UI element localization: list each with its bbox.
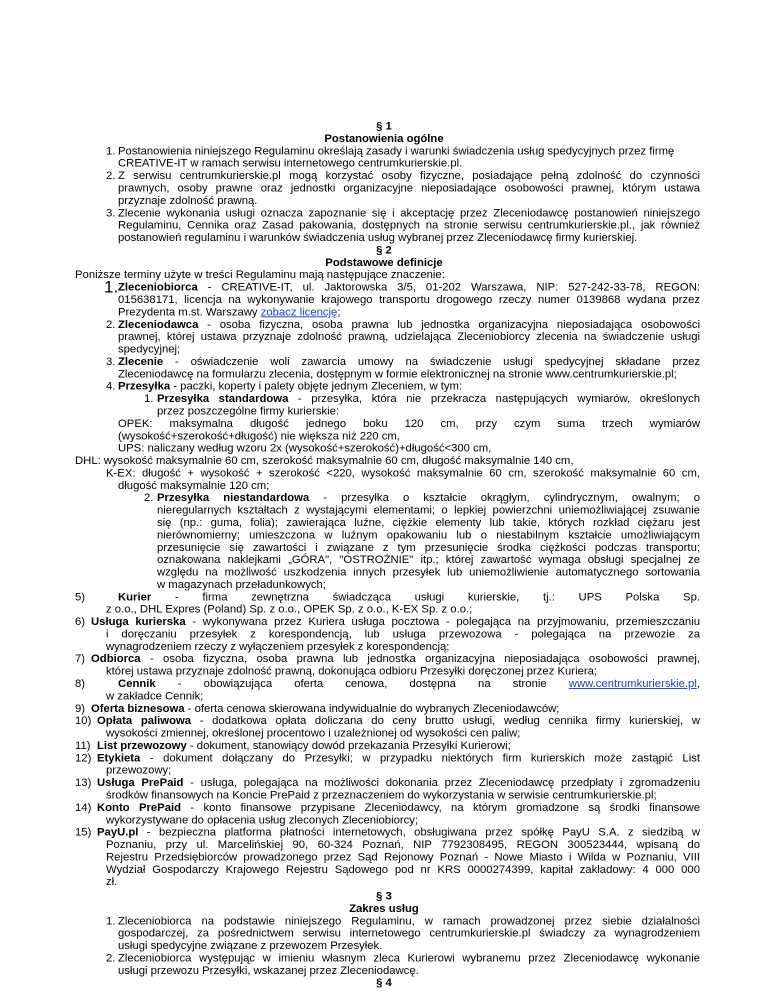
- list-number: 12): [75, 752, 92, 765]
- paragraph-line: w magazynach przeładunkowych;: [157, 579, 326, 591]
- list-number: 1.: [144, 393, 154, 405]
- paragraph-line: Zlecenie wykonania usługi oznacza zapoznanie się i akceptację przez Zleceniodawcę postanowień niniejszego: [118, 207, 700, 220]
- paragraph-line: i doręczaniu przesyłek z korespondencją, lub usługa przewozowa - polegająca na przewozie za: [106, 628, 700, 641]
- opek-line: OPEK: maksymalna długość jednego boku 120 cm, przy czym suma trzech wymiarów: [118, 418, 700, 430]
- paragraph-line: Zleceniodawcę na formularzu zlecenia, dostępnym w formie elektronicznej na stronie www.centrumkurierskie.pl;: [118, 368, 677, 381]
- paragraph-line: wykorzystywane do opłacenia usług zleconych Zleceniobiorcy;: [106, 814, 419, 827]
- list-number: 15): [75, 827, 92, 839]
- term: Opłata paliwowa: [97, 715, 192, 728]
- list-number: 7): [75, 653, 86, 666]
- paragraph-line: wysokości zmiennej, określonej procentowo i uzależnionej od wysokości cen paliw;: [106, 727, 521, 740]
- paragraph-line: Wydział Gospodarczy Krajowego Rejestru Sądowego pod nr KRS 0000274399, kapitał zakładowy: 4 000 000: [106, 864, 700, 876]
- paragraph-line: PayU.pl - bezpieczna platforma płatności internetowych, obsługiwana przez spółkę PayU S.A. z siedzibą w: [97, 827, 700, 839]
- term: Cennik: [118, 678, 156, 690]
- paragraph-line: usługi przewozu Przesyłki, wskazanej przez Zleceniodawcę.: [118, 965, 419, 977]
- paragraph-line: z o.o., DHL Expres (Poland) Sp. z o.o., OPEK Sp. z o.o., K-EX Sp. z o.o.;: [106, 604, 473, 616]
- kex-line: K-EX: długość + wysokość + szerokość <220, wysokość maksymalnie 60 cm, szerokość maksymalnie 60 cm,: [106, 467, 700, 480]
- paragraph-line: Zleceniodawca - osoba fizyczna, osoba prawna lub jednostka organizacyjna nieposiadająca osobowości: [118, 319, 700, 331]
- paragraph-line: gospodarczej, za pośrednictwem serwisu internetowego centrumkurierskie.pl świadczy za wynagrodzeniem: [118, 928, 700, 940]
- term: Odbiorca: [91, 653, 141, 666]
- paragraph-line: Rejestru Przedsiębiorców prowadzonego przez Sąd Rejonowy Poznań - Nowe Miasto i Wilda w Poznaniu, VIII: [106, 851, 700, 864]
- kex-line: długość maksymalnie 120 cm;: [118, 480, 270, 492]
- term: Przesyłka niestandardowa: [157, 492, 310, 505]
- paragraph-line: nierównomierny; umieszczona w luźnym opakowaniu lub o niestabilnym kształcie umożliwiającym: [157, 529, 700, 542]
- term: Zleceniodawca: [118, 319, 199, 331]
- paragraph-line: usługi spedycyjne związane z przewozem Przesyłek.: [118, 940, 383, 952]
- paragraph-line: Przesyłka niestandardowa - przesyłka o kształcie okrągłym, cylindrycznym, owalnym; o: [157, 492, 700, 505]
- paragraph-line: względu na możliwość uszkodzenia innych przesyłek lub uniemożliwienie automatycznego sortowania: [157, 566, 700, 579]
- paragraph-line: Zlecenie - oświadczenie woli zawarcia umowy na świadczenie usługi spedycyjnej składane przez: [118, 356, 700, 368]
- list-number: 11): [75, 740, 91, 752]
- paragraph-line: Przesyłka standardowa - przesyłka, która nie przekracza następujących wymiarów, określonych: [157, 393, 700, 405]
- term: Zlecenie: [118, 356, 164, 368]
- section-4-number: § 4: [376, 977, 392, 990]
- list-number: 3.: [106, 356, 116, 368]
- paragraph-line: List przewozowy - dokument, stanowiący dowód przekazania Przesyłki Kurierowi;: [97, 740, 511, 752]
- section-3-number: § 3: [376, 890, 392, 903]
- section-3-title: Zakres usług: [349, 903, 419, 915]
- list-number: 2.: [106, 319, 116, 331]
- paragraph-line: Postanowienia niniejszego Regulaminu określają zasady i warunki świadczenia usług spedycyjnych przez firmę: [118, 145, 675, 158]
- list-number: 1.: [106, 145, 116, 158]
- paragraph-line: przez poszczególne firmy kurierskie:: [157, 405, 340, 418]
- list-number: 10): [75, 715, 92, 728]
- paragraph-line: Zleceniobiorca - CREATIVE-IT, ul. Jaktorowska 3/5, 01-202 Warszawa, NIP: 527-242-33-78, REGON:: [118, 282, 700, 294]
- license-link[interactable]: zobacz licencję: [260, 306, 338, 319]
- term: Oferta biznesowa: [91, 703, 185, 715]
- paragraph-line: Usługa kurierska - wykonywana przez Kuriera usługa pocztowa - polegająca na przyjmowaniu, przemieszczaniu: [91, 616, 700, 628]
- section-2-intro: Poniższe terminy użyte w treści Regulaminu mają następujące znaczenie:: [75, 269, 445, 282]
- term: List przewozowy: [97, 740, 187, 752]
- paragraph-line: CREATIVE-IT w ramach serwisu internetowego centrumkurierskie.pl.: [118, 158, 463, 170]
- section-2-number: § 2: [376, 244, 392, 257]
- term: PayU.pl: [97, 827, 139, 839]
- section-2-title: Podstawowe definicje: [325, 257, 443, 269]
- list-number: 1.: [106, 915, 116, 928]
- list-number: 14): [75, 802, 92, 814]
- pricing-link[interactable]: www.centrumkurierskie.pl: [568, 678, 697, 690]
- list-number: 3.: [106, 207, 116, 220]
- paragraph-line: wynagrodzeniem rzeczy z wyłączeniem przesyłek z korespondencją;: [106, 641, 450, 653]
- paragraph-line: Opłata paliwowa - dodatkowa opłata doliczana do ceny brutto usługi, według cennika firmy kurierskiej, w: [97, 715, 700, 728]
- regulamin-document: [0, 6, 768, 990]
- opek-line: (wysokość+szerokość+długość) nie większa niż 220 cm,: [118, 430, 400, 443]
- term: Usługa PrePaid: [97, 777, 184, 789]
- paragraph-line: Usługa PrePaid - usługa, polegająca na możliwości dokonania przez Zleceniodawcę przedpłaty i zgromadzeniu: [97, 777, 700, 789]
- dhl-line: DHL: wysokość maksymalnie 60 cm, szerokość maksymalnie 60 cm, długość maksymalnie 140 cm,: [75, 455, 574, 467]
- list-number: 9): [75, 703, 86, 715]
- paragraph-line: Zleceniobiorca występując w imieniu własnym zleca Kurierowi wybranemu przez Zleceniodawcę wykonanie: [118, 952, 700, 965]
- list-number: 13): [75, 777, 92, 789]
- paragraph-line: Odbiorca - osoba fizyczna, osoba prawna lub jednostka organizacyjna nieposiadająca osobowości prawnej,: [91, 653, 700, 666]
- paragraph-line: Kurier - firma zewnętrzna świadcząca usługi kurierskie, tj.: UPS Polska Sp.: [118, 591, 700, 604]
- paragraph-line: środków finansowych na Koncie PrePaid z przeznaczeniem do wykorzystania w serwisie centrumkurierskie.pl;: [106, 789, 657, 802]
- paragraph-line: oznakowana naklejkami „GÓRA", "OSTROŻNIE" itp.; której zawartość wymaga obsługi specjalnej ze: [157, 554, 700, 567]
- paragraph-line: Poznaniu, przy ul. Marcelińskiej 90, 60-324 Poznań, NIP 7792308495, REGON 300523444, wpisaną do: [106, 839, 700, 851]
- list-number: 2.: [144, 492, 154, 505]
- paragraph-line: prawnych, osoby prawne oraz jednostki organizacyjne nieposiadające osobowości prawnej, którym ustawa: [118, 182, 700, 195]
- list-number: 8): [75, 678, 86, 690]
- ups-line: UPS: naliczany według wzoru 2x (wysokość+szerokość)+długość<300 cm,: [118, 443, 492, 455]
- paragraph-line: której ustawa przyznaje zdolność prawną, dokonująca odbioru Przesyłki doręczonej przez Kuriera;: [106, 666, 598, 678]
- paragraph-line: Cennik - obowiązująca oferta cenowa, dostępna na stronie www.centrumkurierskie.pl,: [118, 678, 700, 690]
- paragraph-line: Konto PrePaid - konto finansowe przypisane Zleceniodawcy, na którym gromadzone są środki finansowe: [97, 802, 700, 814]
- list-number: 4.: [106, 381, 116, 393]
- section-1-title: Postanowienia ogólne: [324, 133, 444, 145]
- paragraph-line: się (np.: guma, folia); zawierająca luźne, ciężkie elementy lub takie, których rozkład ciężaru jest: [157, 517, 700, 529]
- list-number: 2.: [106, 170, 116, 182]
- term: Etykieta: [97, 752, 141, 765]
- paragraph-line: przesunięcie się zawartości i związane z tym przesunięcie środka ciężkości podczas transportu;: [157, 542, 700, 554]
- list-number: 2.: [106, 952, 116, 965]
- term: Zleceniobiorca: [118, 282, 198, 294]
- term: Przesyłka: [118, 381, 171, 393]
- paragraph-line: przyznaje zdolność prawną.: [118, 195, 258, 207]
- paragraph-line: Z serwisu centrumkurierskie.pl mogą korzystać osoby fizyczne, posiadające pełną zdolność do czynności: [118, 170, 700, 182]
- term: Usługa kurierska: [91, 616, 186, 628]
- paragraph-line: Regulaminu, Cennika oraz Zasad pakowania, dostępnych na stronie serwisu centrumkurierskie.pl., jak również: [118, 220, 700, 232]
- paragraph-line: prawnej, której ustawa przyznaje zdolność prawną, udzielająca Zleceniobiorcy zlecenia na świadczenie usługi: [118, 331, 700, 344]
- paragraph-line: Przesyłka - paczki, koperty i palety objęte jednym Zleceniem, w tym:: [118, 381, 463, 393]
- paragraph-line: przewozowy;: [106, 765, 172, 777]
- paragraph-line: Zleceniobiorca na podstawie niniejszego Regulaminu, w ramach prowadzonej przez siebie działalności: [118, 915, 700, 928]
- term: Konto PrePaid: [97, 802, 182, 814]
- paragraph-line: 015638171, licencja na wykonywanie krajowego transportu drogowego rzeczy numer 0139868 wydana przez: [118, 294, 700, 306]
- list-number: 6): [75, 616, 86, 628]
- paragraph-line: Oferta biznesowa - oferta cenowa skierowana indywidualnie do wybranych Zleceniodawców;: [91, 703, 560, 715]
- list-number: 1.: [104, 278, 119, 297]
- paragraph-line: postanowień regulaminu i warunków świadczenia usług wybranej przez Zleceniodawcę firmy kurierskiej.: [118, 232, 638, 244]
- section-1-number: § 1: [376, 121, 392, 133]
- term: Kurier: [118, 591, 152, 604]
- paragraph-line: w zakładce Cennik;: [106, 690, 204, 703]
- paragraph-line: nieregularnych kształtach z wystającymi elementami; o lepkiej powierzchni uniemożliwiającej zsuwanie: [157, 505, 700, 517]
- paragraph-line: spedycyjnej;: [118, 343, 181, 356]
- paragraph-line: zł.: [106, 876, 118, 889]
- paragraph-line: Prezydenta m.st. Warszawy zobacz licencję;: [118, 306, 341, 319]
- paragraph-line: Etykieta - dokument dołączany do Przesyłki; w przypadku niektórych firm kurierskich może zastąpić List: [97, 752, 700, 765]
- list-number: 5): [75, 591, 86, 604]
- term: Przesyłka standardowa: [157, 393, 289, 405]
